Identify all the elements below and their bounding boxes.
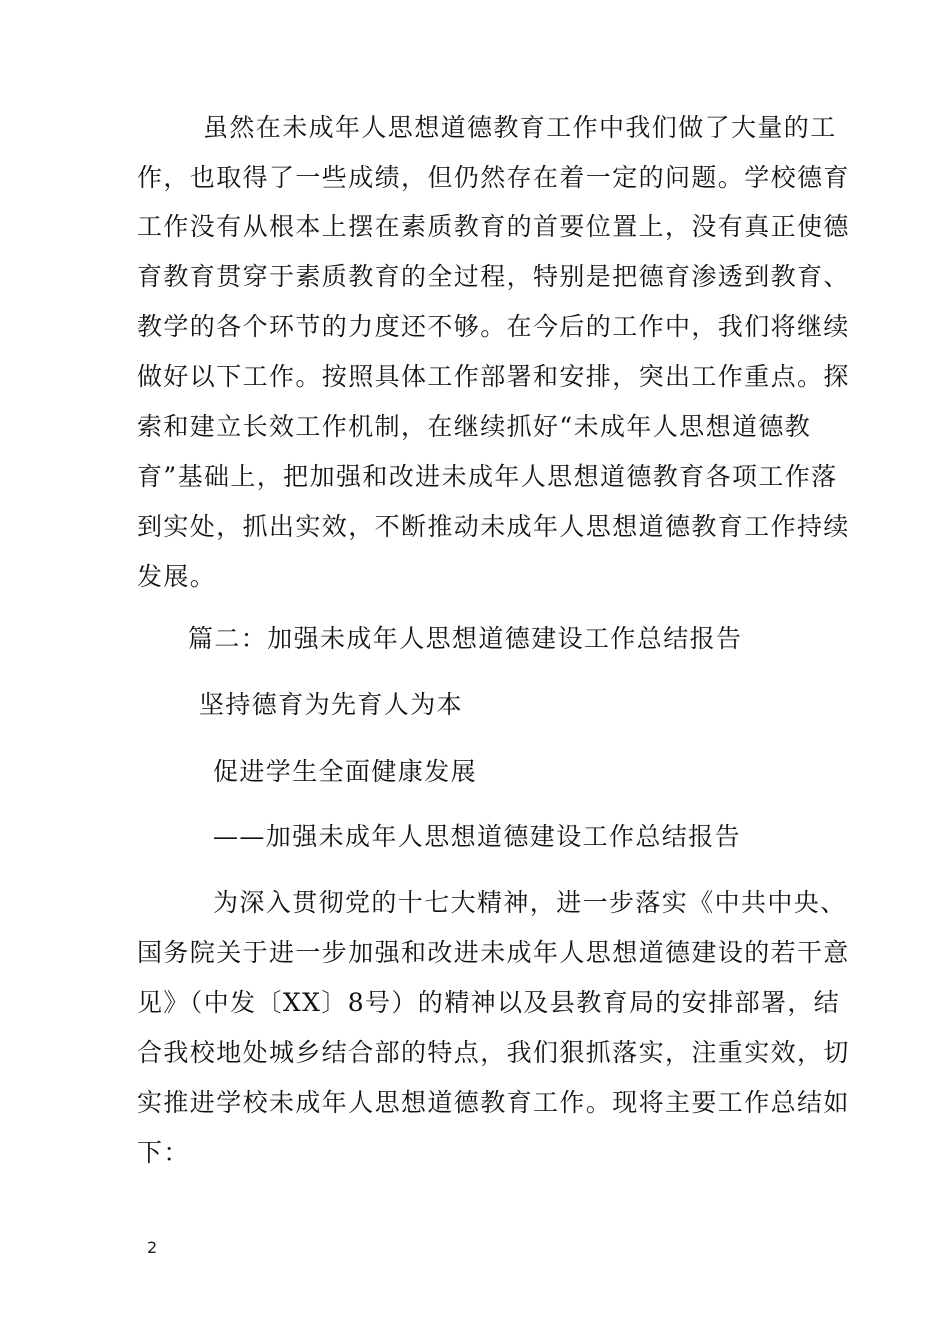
title-line-3: ——加强未成年人思想道德建设工作总结报告 [213,822,742,851]
paragraph-2-line-5: 实推进学校未成年人思想道德教育工作。现将主要工作总结如 [137,1088,850,1117]
paragraph-1-line-3: 工作没有从根本上摆在素质教育的首要位置上，没有真正使德 [137,212,850,241]
title-line-1: 坚持德育为先育人为本 [199,690,464,719]
paragraph-1-line-2: 作，也取得了一些成绩，但仍然存在着一定的问题。学校德育 [137,163,850,192]
paragraph-1-line-4: 育教育贯穿于素质教育的全过程，特别是把德育渗透到教育、 [137,262,850,291]
paragraph-1-line-9: 到实处，抓出实效，不断推动未成年人思想道德教育工作持续 [137,512,850,541]
paragraph-1-line-10: 发展。 [137,562,217,591]
page-number: 2 [147,1238,158,1257]
paragraph-1-line-7: 索和建立长效工作机制，在继续抓好“未成年人思想道德教 [137,412,812,441]
paragraph-2-line-6: 下： [137,1138,190,1167]
paragraph-2-line-4: 合我校地处城乡结合部的特点，我们狠抓落实，注重实效，切 [137,1038,850,1067]
paragraph-2-line-3: 见》（中发〔XX〕8号）的精神以及县教育局的安排部署，结 [137,988,841,1017]
paragraph-1-line-1: 虽然在未成年人思想道德教育工作中我们做了大量的工 [203,113,837,142]
paragraph-1-line-5: 教学的各个环节的力度还不够。在今后的工作中，我们将继续 [137,312,850,341]
section-heading: 篇二：加强未成年人思想道德建设工作总结报告 [188,624,743,653]
paragraph-2-line-1: 为深入贯彻党的十七大精神，进一步落实《中共中央、 [213,888,847,917]
title-line-2: 促进学生全面健康发展 [213,757,478,786]
paragraph-1-line-8: 育”基础上，把加强和改进未成年人思想道德教育各项工作落 [137,462,838,491]
paragraph-2-line-2: 国务院关于进一步加强和改进未成年人思想道德建设的若干意 [137,938,850,967]
paragraph-1-line-6: 做好以下工作。按照具体工作部署和安排，突出工作重点。探 [137,362,850,391]
